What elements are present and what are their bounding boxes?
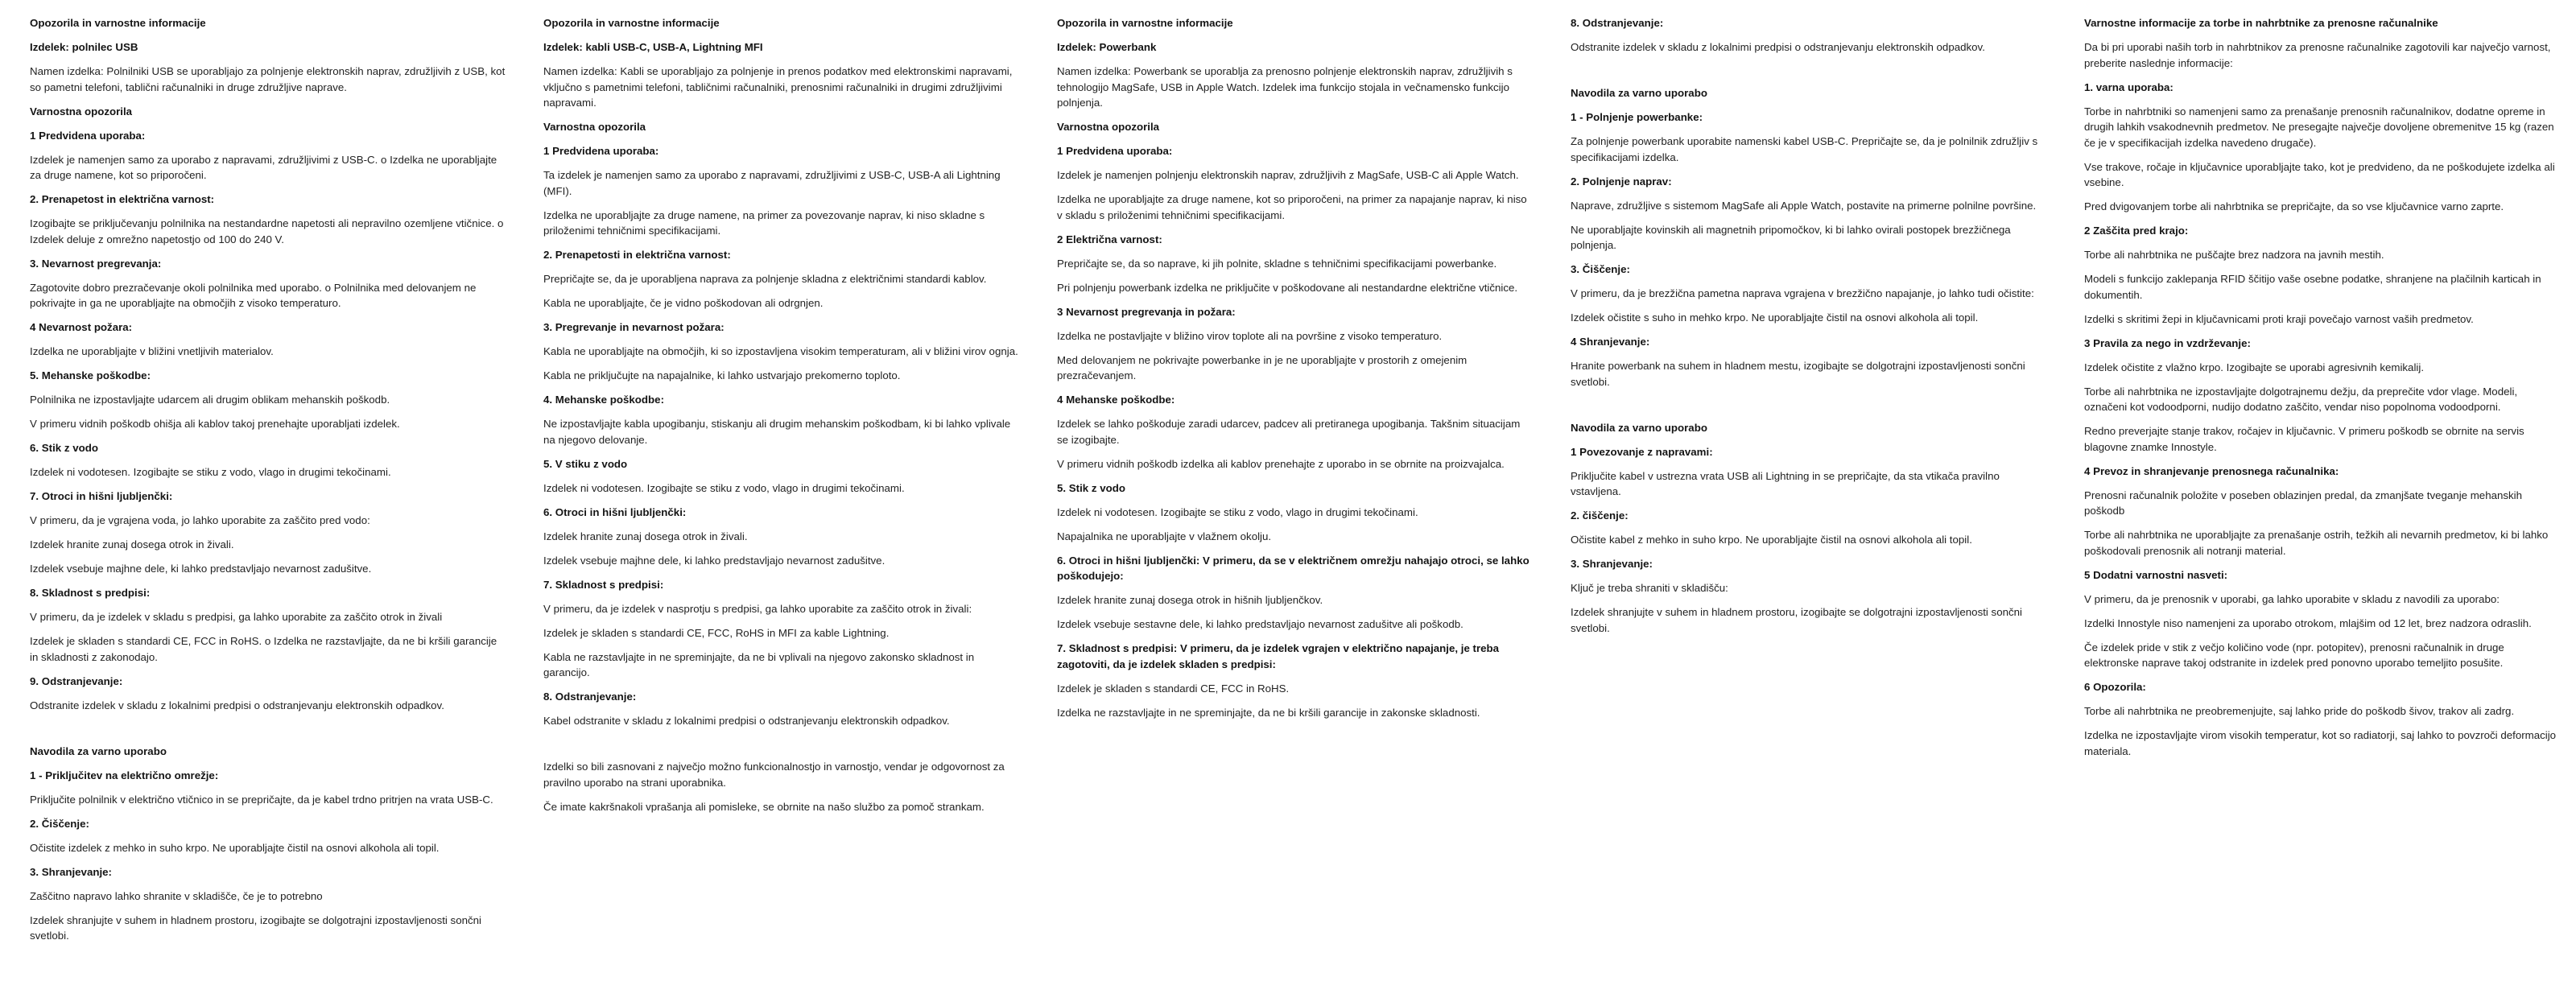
paragraph: Izdelka ne uporabljajte za druge namene, kot so priporočeni, na primer za napajanje naprav, ki niso v skladu s priloženimi tehničnimi specifikacijami. [1057, 193, 1527, 221]
paragraph: Med delovanjem ne pokrivajte powerbanke in je ne uporabljajte v prostorih z omejenim prezračevanjem. [1057, 353, 1468, 381]
section-heading: 3. Čiščenje: [1571, 263, 1630, 275]
paragraph: V primeru vidnih poškodb izdelka ali kablov prenehajte z uporabo in se obrnite na proizvajalca. [1057, 457, 1505, 470]
paragraph: Izdelek je namenjen samo za uporabo z napravami, združljivimi z USB-C. o Izdelka ne uporabljajte za druge namene, kot so priporočeni. [30, 153, 497, 181]
paragraph: V primeru, da je izdelek v skladu s predpisi, ga lahko uporabite za zaščito otrok in živali [30, 611, 443, 623]
paragraph: Napajalnika ne uporabljajte v vlažnem okolju. [1057, 530, 1272, 542]
paragraph: Izdelka ne postavljajte v bližino virov toplote ali na površine z visoko temperaturo. [1057, 329, 1443, 342]
section-heading: 9. Odstranjevanje: [30, 674, 123, 687]
paragraph: Torbe ali nahrbtnika ne puščajte brez nadzora na javnih mestih. [2084, 249, 2384, 261]
paragraph: Za polnjenje powerbank uporabite namenski kabel USB-C. Prepričajte se, da je polnilnik združljiv s specifikacijami izdelka. [1571, 135, 2038, 163]
paragraph: Izdelek hranite zunaj dosega otrok in živali. [30, 538, 234, 550]
section-heading: 1 - Polnjenje powerbanke: [1571, 111, 1703, 123]
section-heading: 2 Električna varnost: [1057, 233, 1162, 245]
paragraph: Izdelek je skladen s standardi CE, FCC in RoHS. o Izdelka ne razstavljajte, da ne bi kršili garancije in skladnosti z zakonodajo. [30, 635, 497, 663]
column-3 [1057, 15, 1534, 952]
paragraph: Vse trakove, ročaje in ključavnice uporabljajte tako, kot je predvideno, da ne poškodujete izdelka ali vsebine. [2084, 160, 2555, 188]
section-heading: 4 Mehanske poškodbe: [1057, 394, 1175, 406]
section-heading: 6. Otroci in hišni ljubljenčki: V primeru, da se v električnem omrežju nahajajo otroci, se lahko poškodujejo: [1057, 554, 1530, 582]
column-4 [1571, 15, 2047, 952]
section-heading: 8. Skladnost s predpisi: [30, 587, 151, 599]
section-heading: 3. Nevarnost pregrevanja: [30, 257, 162, 270]
section-heading: 2. Prenapetosti in električna varnost: [543, 249, 731, 261]
section-heading: 6. Stik z vodo [30, 442, 98, 454]
paragraph: Redno preverjajte stanje trakov, ročajev in ključavnic. V primeru poškodb se obrnite na servis blagovne znamke Innostyle. [2084, 425, 2524, 453]
paragraph: Če imate kakršnakoli vprašanja ali pomisleke, se obrnite na našo službo za pomoč strankam. [543, 800, 985, 813]
section-heading: 7. Otroci in hišni ljubljenčki: [30, 490, 173, 502]
paragraph: Izdelek ni vodotesen. Izogibajte se stiku z vodo, vlago in drugimi tekočinami. [30, 466, 391, 478]
section-title: Varnostne informacije za torbe in nahrbtnike za prenosne računalnike [2084, 17, 2438, 29]
paragraph: Da bi pri uporabi naših torb in nahrbtnikov za prenosne računalnike zagotovili kar največjo varnost, preberite naslednje informacije: [2084, 41, 2551, 69]
paragraph: Kabel odstranite v skladu z lokalnimi predpisi o odstranjevanju elektronskih odpadkov. [543, 715, 950, 727]
section-title: Opozorila in varnostne informacije [543, 17, 720, 29]
section-heading: Navodila za varno uporabo [1571, 87, 1707, 99]
section-heading: 4 Nevarnost požara: [30, 321, 133, 333]
paragraph: Izogibajte se priključevanju polnilnika na nestandardne napetosti ali nepravilno ozemljene vtičnice. o Izdelek deluje z omrežno napetostjo od 100 do 240 V. [30, 217, 504, 245]
section-heading: Varnostna opozorila [30, 105, 133, 118]
paragraph: V primeru, da je prenosnik v uporabi, ga lahko uporabite v skladu z navodili za uporabo: [2084, 592, 2500, 605]
section-heading: Navodila za varno uporabo [1571, 421, 1707, 434]
paragraph: Ključ je treba shraniti v skladišču: [1571, 582, 1728, 594]
spacer [543, 737, 1020, 759]
paragraph: Očistite izdelek z mehko in suho krpo. Ne uporabljajte čistil na osnovi alkohola ali topil. [30, 841, 440, 854]
paragraph: Pri polnjenju powerbank izdelka ne priključite v poškodovane ali nestandardne električne vtičnice. [1057, 281, 1518, 294]
paragraph: Izdelek vsebuje majhne dele, ki lahko predstavljajo nevarnost zadušitve. [543, 554, 886, 567]
paragraph: Priključite polnilnik v električno vtičnico in se prepričajte, da je kabel trdno pritrjen na vrata USB-C. [30, 793, 493, 806]
column-5 [2084, 15, 2561, 952]
section-heading: 1 Povezovanje z napravami: [1571, 445, 1713, 458]
paragraph: Izdelek shranjujte v suhem in hladnem prostoru, izogibajte se dolgotrajni izpostavljenosti sončni svetlobi. [30, 913, 481, 942]
paragraph: Prepričajte se, da so naprave, ki jih polnite, skladne s tehničnimi specifikacijami powerbanke. [1057, 257, 1497, 270]
paragraph: Izdelek se lahko poškoduje zaradi udarcev, padcev ali pretiranega upogibanja. Takšnim situacijam se izogibajte. [1057, 418, 1521, 446]
paragraph: Namen izdelka: Powerbank se uporablja za prenosno polnjenje elektronskih naprav, združljivih s tehnologijo MagSafe, USB in Apple Watch. Izdelek ima funkcijo stojala in večnamensko funkcijo polnjenja. [1057, 65, 1513, 109]
spacer [1571, 64, 2047, 85]
paragraph: Kabla ne uporabljajte, če je vidno poškodovan ali odrgnjen. [543, 297, 824, 309]
paragraph: Ta izdelek je namenjen samo za uporabo z napravami, združljivimi z USB-C, USB-A ali Lightning (MFI). [543, 169, 1001, 197]
section-heading: 2. Polnjenje naprav: [1571, 175, 1672, 188]
section-heading: 2. Čiščenje: [30, 817, 89, 830]
paragraph: Ne izpostavljajte kabla upogibanju, stiskanju ali drugim mehanskim poškodbam, ki bi lahko vplivale na njegovo delovanje. [543, 418, 1011, 446]
paragraph: Izdelek ni vodotesen. Izogibajte se stiku z vodo, vlago in drugimi tekočinami. [1057, 505, 1418, 518]
section-heading: 5 Dodatni varnostni nasveti: [2084, 568, 2228, 581]
paragraph: Izdelka ne razstavljajte in ne spreminjajte, da ne bi kršili garancije in zakonske skladnosti. [1057, 706, 1480, 719]
spacer [30, 722, 506, 744]
paragraph: V primeru, da je vgrajena voda, jo lahko uporabite za zaščito pred vodo: [30, 514, 370, 526]
paragraph: Kabla ne priključujte na napajalnike, ki lahko ustvarjajo prekomerno toploto. [543, 369, 901, 381]
section-title: Opozorila in varnostne informacije [1057, 17, 1233, 29]
paragraph: Pred dvigovanjem torbe ali nahrbtnika se prepričajte, da so vse ključavnice varno zaprte. [2084, 200, 2504, 212]
paragraph: Odstranite izdelek v skladu z lokalnimi predpisi o odstranjevanju elektronskih odpadkov. [30, 699, 444, 711]
paragraph: Izdelek očistite s suho in mehko krpo. Ne uporabljajte čistil na osnovi alkohola ali topil. [1571, 311, 1979, 324]
section-heading: 2 Zaščita pred krajo: [2084, 225, 2189, 237]
paragraph: Torbe ali nahrbtnika ne preobremenjujte, saj lahko pride do poškodb šivov, trakov ali zadrg. [2084, 705, 2515, 717]
section-heading: Varnostna opozorila [543, 121, 646, 133]
paragraph: Izdelka ne uporabljajte za druge namene, na primer za povezovanje naprav, ki niso skladne s priloženimi tehničnimi specifikacijami. [543, 208, 985, 237]
section-heading: 2. Prenapetost in električna varnost: [30, 193, 215, 205]
paragraph: Kabla ne uporabljajte na območjih, ki so izpostavljena visokim temperaturam, ali v bližini virov ognja. [543, 345, 1018, 357]
section-heading: 3. Shranjevanje: [30, 865, 112, 878]
paragraph: Očistite kabel z mehko in suho krpo. Ne uporabljajte čistil na osnovi alkohola ali topil. [1571, 534, 1972, 546]
paragraph: Izdelka ne uporabljajte v bližini vnetljivih materialov. [30, 345, 274, 357]
section-heading: 4 Shranjevanje: [1571, 336, 1650, 348]
paragraph: Namen izdelka: Kabli se uporabljajo za polnjenje in prenos podatkov med elektronskimi napravami, vključno s pametnimi telefoni, tabličnimi računalniki, prenosnimi računalniki in drugimi združljivimi napravami. [543, 65, 1013, 109]
section-heading: 6. Otroci in hišni ljubljenčki: [543, 505, 687, 518]
paragraph: Torbe in nahrbtniki so namenjeni samo za prenašanje prenosnih računalnikov, dodatne opreme in drugih lahkih vsakodnevnih predmetov. Ne presegajte največje dovoljene obremenitve 15 kg (razen če je v specifikacijah izdelka navedeno drugače). [2084, 105, 2554, 149]
section-heading: 6 Opozorila: [2084, 681, 2146, 693]
section-heading: Izdelek: polnilec USB [30, 41, 138, 53]
paragraph: Ne uporabljajte kovinskih ali magnetnih pripomočkov, ki bi lahko ovirali postopek brezžičnega polnjenja. [1571, 223, 2011, 251]
section-heading: 8. Odstranjevanje: [543, 691, 637, 703]
paragraph: Prenosni računalnik položite v poseben oblazinjen predal, da zmanjšate tveganje mehanskih poškodb [2084, 489, 2523, 517]
section-heading: 1 Predvidena uporaba: [30, 129, 146, 142]
paragraph: Torbe ali nahrbtnika ne izpostavljajte dolgotrajnemu dežju, da preprečite vdor vlage. Modeli, označeni kot vodoodporni, nudijo dodatno zaščito, vendar niso popolnoma vodoodporni. [2084, 385, 2518, 413]
section-heading: 5. Stik z vodo [1057, 481, 1125, 494]
paragraph: Izdelek hranite zunaj dosega otrok in hišnih ljubljenčkov. [1057, 594, 1323, 606]
section-heading: 3 Pravila za nego in vzdrževanje: [2084, 336, 2251, 349]
paragraph: Namen izdelka: Polnilniki USB se uporabljajo za polnjenje elektronskih naprav, združljivih z USB, kot so pametni telefoni, tablični računalniki in druge združljive naprave. [30, 65, 506, 93]
paragraph: Odstranite izdelek v skladu z lokalnimi predpisi o odstranjevanju elektronskih odpadkov. [1571, 41, 1985, 53]
paragraph: Če izdelek pride v stik z večjo količino vode (npr. potopitev), prenosni računalnik in druge elektronske naprave takoj odstranite in izdelek pred ponovno uporabo temeljito posušite. [2084, 641, 2504, 669]
paragraph: Hranite powerbank na suhem in hladnem mestu, izogibajte se dolgotrajni izpostavljenosti sončni svetlobi. [1571, 360, 2025, 388]
section-heading: 1 - Priključitev na električno omrežje: [30, 769, 219, 781]
paragraph: Izdelka ne izpostavljajte virom visokih temperatur, kot so radiatorji, saj lahko to povzroči deformacijo materiala. [2084, 729, 2557, 757]
section-heading: 4. Mehanske poškodbe: [543, 394, 664, 406]
paragraph: Polnilnika ne izpostavljajte udarcem ali drugim oblikam mehanskih poškodb. [30, 394, 390, 406]
paragraph: Torbe ali nahrbtnika ne uporabljajte za prenašanje ostrih, težkih ali nevarnih predmetov, ki bi lahko poškodovali prenosnik ali notranji material. [2084, 529, 2549, 557]
paragraph: Izdelek ni vodotesen. Izogibajte se stiku z vodo, vlago in drugimi tekočinami. [543, 481, 905, 494]
paragraph: Izdelek vsebuje majhne dele, ki lahko predstavljajo nevarnost zadušitve. [30, 563, 372, 575]
section-heading: 5. V stiku z vodo [543, 457, 628, 470]
paragraph: Naprave, združljive s sistemom MagSafe ali Apple Watch, postavite na primerne polnilne površine. [1571, 199, 2037, 212]
section-heading: 5. Mehanske poškodbe: [30, 369, 151, 381]
section-heading: 1 Predvidena uporaba: [543, 145, 659, 157]
section-heading: Varnostna opozorila [1057, 121, 1160, 133]
paragraph: Izdelek hranite zunaj dosega otrok in živali. [543, 530, 748, 542]
paragraph: Zaščitno napravo lahko shranite v skladišče, če je to potrebno [30, 889, 323, 902]
paragraph: Izdelek je namenjen polnjenju elektronskih naprav, združljivih z MagSafe, USB-C ali Apple Watch. [1057, 169, 1519, 181]
section-heading: 7. Skladnost s predpisi: V primeru, da je izdelek vgrajen v električno napajanje, je treba zagotoviti, da je izdelek skladen s predpisi: [1057, 642, 1500, 670]
section-heading: 3. Pregrevanje in nevarnost požara: [543, 321, 724, 333]
section-heading: 7. Skladnost s predpisi: [543, 578, 664, 591]
paragraph: Izdelek shranjujte v suhem in hladnem prostoru, izogibajte se dolgotrajni izpostavljenosti sončni svetlobi. [1571, 606, 2022, 634]
paragraph: V primeru vidnih poškodb ohišja ali kablov takoj prenehajte uporabljati izdelek. [30, 418, 400, 430]
section-heading: 4 Prevoz in shranjevanje prenosnega računalnika: [2084, 464, 2339, 477]
section-heading: 8. Odstranjevanje: [1571, 17, 1664, 29]
section-heading: Navodila za varno uporabo [30, 744, 167, 757]
paragraph: Kabla ne razstavljajte in ne spreminjajte, da ne bi vplivali na njegovo zakonsko skladnost in garancijo. [543, 650, 975, 678]
paragraph: Prepričajte se, da je uporabljena naprava za polnjenje skladna z električnimi standardi kablov. [543, 273, 987, 285]
section-heading: 3 Nevarnost pregrevanja in požara: [1057, 305, 1236, 318]
paragraph: Izdelki Innostyle niso namenjeni za uporabo otrokom, mlajšim od 12 let, brez nadzora odraslih. [2084, 616, 2532, 629]
column-2 [543, 15, 1020, 952]
paragraph: Izdelek je skladen s standardi CE, FCC, RoHS in MFI za kable Lightning. [543, 626, 890, 639]
paragraph: Izdelek je skladen s standardi CE, FCC in RoHS. [1057, 682, 1290, 695]
paragraph: Zagotovite dobro prezračevanje okoli polnilnika med uporabo. o Polnilnika med delovanjem ne pokrivajte in ga ne uporabljajte na območjih z visoko temperaturo. [30, 281, 477, 309]
paragraph: Izdelek očistite z vlažno krpo. Izogibajte se uporabi agresivnih kemikalij. [2084, 361, 2425, 373]
section-title: Opozorila in varnostne informacije [30, 17, 206, 29]
section-heading: Izdelek: Powerbank [1057, 41, 1157, 53]
spacer [1571, 398, 2047, 420]
column-1 [30, 15, 506, 952]
section-heading: 3. Shranjevanje: [1571, 558, 1653, 570]
paragraph: Modeli s funkcijo zaklepanja RFID ščitijo vaše osebne podatke, shranjene na plačilnih karticah in dokumentih. [2084, 273, 2541, 301]
paragraph: Izdelek vsebuje sestavne dele, ki lahko predstavljajo nevarnost zadušitve ali poškodb. [1057, 618, 1463, 630]
paragraph: V primeru, da je izdelek v nasprotju s predpisi, ga lahko uporabite za zaščito otrok in živali: [543, 602, 972, 615]
section-heading: 1. varna uporaba: [2084, 80, 2174, 93]
section-heading: 2. čiščenje: [1571, 509, 1629, 522]
section-heading: Izdelek: kabli USB-C, USB-A, Lightning MFI [543, 41, 763, 53]
paragraph: Priključite kabel v ustrezna vrata USB ali Lightning in se prepričajte, da sta vtikača pravilno vstavljena. [1571, 469, 2000, 497]
section-heading: 1 Predvidena uporaba: [1057, 145, 1173, 157]
paragraph: V primeru, da je brezžična pametna naprava vgrajena v brezžično napajanje, jo lahko tudi očistite: [1571, 287, 2034, 299]
paragraph: Izdelki so bili zasnovani z največjo možno funkcionalnostjo in varnostjo, vendar je odgovornost za pravilno uporabo na strani uporabnika. [543, 761, 1005, 789]
paragraph: Izdelki s skritimi žepi in ključavnicami proti kraji povečajo varnost vaših predmetov. [2084, 312, 2474, 325]
